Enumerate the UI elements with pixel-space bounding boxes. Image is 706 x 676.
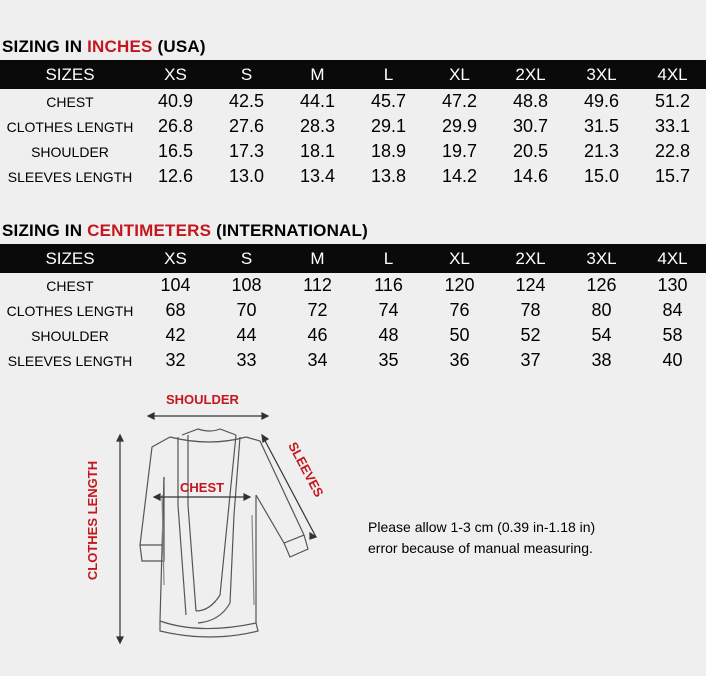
row-label: SLEEVES LENGTH [7, 168, 133, 185]
row-label: CLOTHES LENGTH [6, 302, 134, 319]
inches-section-title [2, 37, 206, 57]
table-cell: 31.5 [583, 116, 620, 136]
measurement-note [368, 517, 595, 559]
table-cell: 33 [236, 350, 257, 370]
table-cell: 70 [236, 300, 257, 320]
table-cell: 33.1 [654, 116, 691, 136]
table-cell: 28.3 [299, 116, 336, 136]
table-cell: 46 [307, 325, 328, 345]
header-cell: 4XL [637, 60, 706, 89]
table-cell: 42.5 [228, 91, 265, 111]
header-cell: M [282, 244, 353, 273]
table-cell: 32 [165, 350, 186, 370]
table-cell: 35 [378, 350, 399, 370]
inches-title-prefix: SIZING IN [2, 37, 88, 56]
header-cell: L [353, 244, 424, 273]
table-cell: 58 [662, 325, 683, 345]
header-cell: XL [424, 60, 495, 89]
table-cell: 72 [307, 300, 328, 320]
table-row [0, 139, 706, 164]
table-row [0, 114, 706, 139]
table-cell: 13.4 [299, 166, 336, 186]
table-cell: 29.1 [370, 116, 407, 136]
header-cell: S [211, 60, 282, 89]
header-cell: 2XL [495, 244, 566, 273]
table-cell: 27.6 [228, 116, 265, 136]
table-cell: 44 [236, 325, 257, 345]
header-cell: XL [424, 244, 495, 273]
kimono-cardigan-icon [140, 429, 308, 637]
row-label: CHEST [46, 277, 94, 294]
table-cell: 36 [449, 350, 470, 370]
header-cell: 3XL [566, 244, 637, 273]
inches-title-highlight: INCHES [87, 37, 153, 56]
inches-header-row [0, 60, 706, 89]
table-cell: 14.6 [512, 166, 549, 186]
kimono-diagram [60, 385, 360, 665]
table-cell: 126 [586, 275, 617, 295]
table-cell: 48 [378, 325, 399, 345]
table-cell: 42 [165, 325, 186, 345]
table-cell: 20.5 [512, 141, 549, 161]
inches-size-table [0, 60, 706, 189]
chest-label: CHEST [180, 480, 225, 495]
table-cell: 16.5 [157, 141, 194, 161]
table-cell: 47.2 [441, 91, 478, 111]
note-line-1: Please allow 1-3 cm (0.39 in-1.18 in) [368, 519, 596, 535]
table-cell: 49.6 [583, 91, 620, 111]
table-cell: 84 [662, 300, 683, 320]
table-cell: 50 [449, 325, 470, 345]
table-row [0, 164, 706, 189]
shoulder-measure-arrow [148, 413, 268, 419]
centimeters-size-table [0, 244, 706, 373]
table-cell: 76 [449, 300, 470, 320]
table-cell: 18.1 [299, 141, 336, 161]
header-cell: XS [140, 244, 211, 273]
shoulder-label: SHOULDER [166, 392, 239, 407]
table-cell: 51.2 [654, 91, 691, 111]
table-cell: 21.3 [583, 141, 620, 161]
table-cell: 112 [303, 275, 332, 295]
table-cell: 45.7 [370, 91, 407, 111]
table-row [0, 348, 706, 373]
table-cell: 54 [591, 325, 612, 345]
table-cell: 38 [591, 350, 612, 370]
sleeves-label: SLEEVES [285, 439, 327, 500]
table-cell: 22.8 [654, 141, 691, 161]
table-cell: 80 [591, 300, 612, 320]
row-label: SHOULDER [31, 143, 109, 160]
table-row [0, 298, 706, 323]
table-cell: 78 [520, 300, 541, 320]
header-cell: L [353, 60, 424, 89]
header-cell: M [282, 60, 353, 89]
header-cell: S [211, 244, 282, 273]
header-cell: 3XL [566, 60, 637, 89]
table-cell: 40 [662, 350, 683, 370]
table-cell: 37 [520, 350, 541, 370]
table-cell: 12.6 [157, 166, 194, 186]
table-cell: 26.8 [157, 116, 194, 136]
table-cell: 34 [307, 350, 328, 370]
cm-title-prefix: SIZING IN [2, 221, 88, 240]
table-cell: 74 [378, 300, 399, 320]
table-cell: 120 [444, 275, 475, 295]
centimeters-section-title [2, 221, 368, 241]
table-cell: 130 [657, 275, 688, 295]
table-cell: 18.9 [370, 141, 407, 161]
table-cell: 30.7 [512, 116, 549, 136]
table-cell: 44.1 [299, 91, 336, 111]
length-measure-arrow [117, 435, 123, 643]
table-cell: 68 [165, 300, 186, 320]
header-cell: XS [140, 60, 211, 89]
table-cell: 13.8 [370, 166, 407, 186]
header-cell: SIZES [0, 244, 140, 273]
table-cell: 104 [160, 275, 191, 295]
table-cell: 19.7 [441, 141, 478, 161]
clothes-length-label: CLOTHES LENGTH [85, 460, 101, 581]
table-cell: 124 [515, 275, 546, 295]
table-cell: 116 [374, 275, 403, 295]
table-cell: 52 [520, 325, 541, 345]
table-cell: 15.7 [654, 166, 691, 186]
header-cell: 4XL [637, 244, 706, 273]
note-line-2: error because of manual measuring. [368, 540, 593, 556]
row-label: SLEEVES LENGTH [7, 352, 133, 369]
inches-title-suffix: (USA) [152, 37, 206, 56]
table-cell: 40.9 [157, 91, 194, 111]
header-cell: SIZES [0, 60, 140, 89]
table-cell: 14.2 [441, 166, 478, 186]
table-row [0, 273, 706, 298]
cm-title-suffix: (INTERNATIONAL) [211, 221, 368, 240]
table-cell: 29.9 [441, 116, 478, 136]
header-cell: 2XL [495, 60, 566, 89]
cm-header-row [0, 244, 706, 273]
table-row [0, 323, 706, 348]
row-label: SHOULDER [31, 327, 109, 344]
table-cell: 15.0 [583, 166, 620, 186]
row-label: CLOTHES LENGTH [6, 118, 134, 135]
table-cell: 13.0 [228, 166, 265, 186]
cm-title-highlight: CENTIMETERS [87, 221, 212, 240]
table-cell: 108 [231, 275, 262, 295]
table-cell: 17.3 [228, 141, 265, 161]
table-cell: 48.8 [512, 91, 549, 111]
row-label: CHEST [46, 93, 94, 110]
table-row [0, 89, 706, 114]
